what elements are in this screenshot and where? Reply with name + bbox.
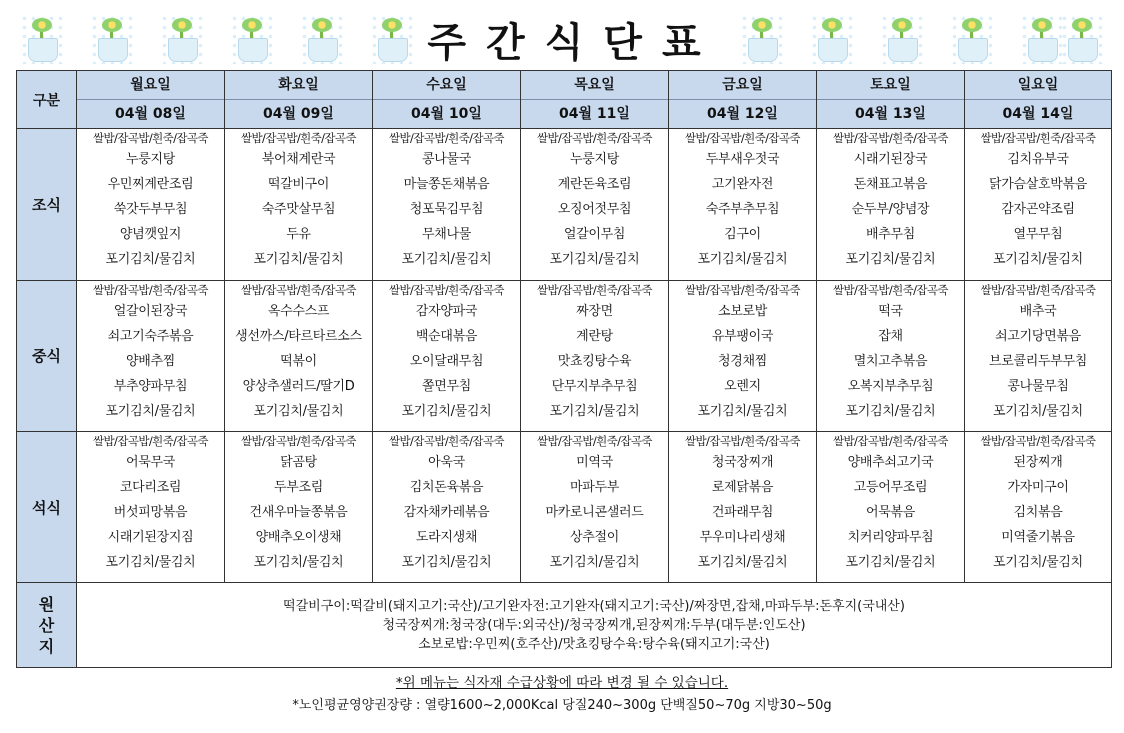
- menu-item: 무우미나리생채: [699, 530, 786, 546]
- day-name: 목요일: [574, 77, 615, 94]
- origin-label-char: 산: [38, 615, 55, 635]
- staple-options: 쌀밥/잡곡밥/흰죽/잡곡죽: [685, 131, 800, 146]
- origin-label: [17, 583, 77, 668]
- change-notice-text: *위 메뉴는 식자재 수급상황에 따라 변경 될 수 있습니다.: [395, 675, 729, 691]
- menu-item: 두부새우젓국: [705, 152, 780, 168]
- menu-item: 콩나물무침: [1007, 378, 1069, 394]
- change-notice: [0, 671, 1124, 691]
- staple-options: 쌀밥/잡곡밥/흰죽/잡곡죽: [980, 434, 1096, 449]
- menu-item: 어묵무국: [125, 455, 176, 471]
- day-name: 일요일: [1017, 77, 1059, 94]
- menu-item: 떡국: [878, 303, 903, 319]
- menu-cell: [817, 129, 965, 280]
- menu-item: 미역줄기볶음: [1001, 530, 1075, 546]
- menu-item: 포기김치/물김치: [697, 252, 788, 268]
- menu-item: 어묵볶음: [865, 505, 916, 521]
- flower-pot-icon: [810, 14, 854, 64]
- meal-label: 중식: [17, 280, 77, 431]
- menu-item: 양배추쇠고기국: [847, 455, 934, 471]
- origin-label-char: 지: [38, 636, 55, 656]
- menu-item: 맛쵸킹탕수육: [557, 353, 632, 369]
- menu-cell: [965, 129, 1112, 280]
- menu-item: 오복지부추무침: [847, 378, 934, 394]
- day-date: 04월 11일: [521, 99, 668, 128]
- day-name: 토요일: [870, 77, 911, 94]
- staple-options: 쌀밥/잡곡밥/흰죽/잡곡죽: [241, 282, 356, 297]
- meal-row: [17, 432, 1112, 583]
- menu-item: 포기김치/물김치: [549, 555, 640, 571]
- flower-pot-icon: [1060, 14, 1104, 64]
- menu-item: 양배추찜: [125, 353, 176, 369]
- menu-item: 버섯피망볶음: [113, 505, 188, 521]
- menu-item: 포기김치/물김치: [253, 403, 344, 419]
- staple-options: 쌀밥/잡곡밥/흰죽/잡곡죽: [389, 282, 504, 297]
- origin-line: 소보로밥:우민찌(호주산)/맛쵸킹탕수육:탕수육(돼지고기:국산): [418, 636, 770, 652]
- menu-item: 포기김치/물김치: [993, 555, 1083, 571]
- menu-item: 콩나물국: [421, 152, 472, 168]
- menu-item: 떡갈비구이: [267, 177, 330, 193]
- menu-item: 오징어젓무침: [557, 202, 632, 218]
- menu-cell: [817, 432, 965, 583]
- menu-cell: [669, 129, 817, 280]
- menu-item: 포기김치/물김치: [253, 555, 344, 571]
- menu-item: 누룽지탕: [125, 152, 176, 168]
- day-header: [817, 71, 965, 129]
- day-header: [965, 71, 1112, 129]
- menu-item: 떡볶이: [280, 353, 317, 369]
- menu-item: 상추절이: [569, 530, 620, 546]
- menu-item: 포기김치/물김치: [105, 403, 196, 419]
- day-name: 수요일: [426, 77, 467, 94]
- menu-item: 누룽지탕: [569, 152, 620, 168]
- menu-cell: [817, 280, 965, 431]
- day-date: 04월 10일: [373, 99, 520, 128]
- day-date: 04월 08일: [77, 99, 224, 128]
- menu-cell: [77, 432, 225, 583]
- menu-item: 숙주맛살무침: [261, 202, 336, 218]
- menu-item: 마카로니콘샐러드: [545, 505, 644, 521]
- day-header: [669, 71, 817, 129]
- menu-cell: [225, 280, 373, 431]
- menu-item: 소보로밥: [717, 303, 768, 319]
- menu-cell: [521, 280, 669, 431]
- menu-item: 백순대볶음: [415, 328, 478, 344]
- staple-options: 쌀밥/잡곡밥/흰죽/잡곡죽: [537, 282, 652, 297]
- staple-options: 쌀밥/잡곡밥/흰죽/잡곡죽: [537, 131, 652, 146]
- menu-item: 김치볶음: [1013, 505, 1063, 521]
- flower-pot-icon: [20, 14, 64, 64]
- menu-item: 부추양파무침: [113, 378, 188, 394]
- menu-item: 시래기된장국: [853, 152, 928, 168]
- flower-pot-icon: [230, 14, 274, 64]
- menu-item: 배추국: [1019, 303, 1057, 319]
- day-date: 04월 09일: [225, 99, 372, 128]
- origin-line: 떡갈비구이:떡갈비(돼지고기:국산)/고기완자전:고기완자(돼지고기:국산)/짜장면,잡채,마파두부:돈후지(국내산): [283, 598, 905, 614]
- menu-item: 얼갈이무침: [563, 227, 626, 243]
- menu-cell: [373, 280, 521, 431]
- menu-item: 단무지부추무침: [551, 378, 638, 394]
- staple-options: 쌀밥/잡곡밥/흰죽/잡곡죽: [389, 434, 504, 449]
- menu-item: 김구이: [724, 227, 761, 243]
- menu-item: 청포묵김무침: [409, 202, 484, 218]
- menu-item: 포기김치/물김치: [401, 252, 492, 268]
- menu-item: 가자미구이: [1007, 480, 1069, 496]
- menu-item: 열무무침: [1013, 227, 1063, 243]
- menu-item: 청국장찌개: [711, 455, 774, 471]
- menu-item: 두부조림: [273, 480, 324, 496]
- menu-cell: [669, 432, 817, 583]
- menu-cell: [373, 129, 521, 280]
- menu-cell: [373, 432, 521, 583]
- menu-item: 감자채카레볶음: [403, 505, 490, 521]
- menu-item: 돈채표고볶음: [853, 177, 928, 193]
- menu-item: 도라지생채: [415, 530, 478, 546]
- day-header: [77, 71, 225, 129]
- day-date: 04월 12일: [669, 99, 816, 128]
- menu-item: 유부팽이국: [711, 328, 774, 344]
- menu-item: 포기김치/물김치: [993, 403, 1083, 419]
- origin-label-char: 원: [38, 594, 55, 614]
- menu-item: 포기김치/물김치: [697, 555, 788, 571]
- menu-item: 청경채찜: [717, 353, 768, 369]
- menu-item: 얼갈이된장국: [113, 303, 188, 319]
- menu-item: 김치유부국: [1007, 152, 1069, 168]
- meal-row: [17, 280, 1112, 431]
- menu-item: 포기김치/물김치: [993, 252, 1083, 268]
- menu-item: 마파두부: [569, 480, 620, 496]
- menu-item: 옥수수스프: [267, 303, 330, 319]
- staple-options: 쌀밥/잡곡밥/흰죽/잡곡죽: [93, 282, 208, 297]
- menu-item: 고기완자전: [711, 177, 774, 193]
- staple-options: 쌀밥/잡곡밥/흰죽/잡곡죽: [833, 131, 948, 146]
- menu-cell: [225, 129, 373, 280]
- menu-item: 닭곰탕: [280, 455, 317, 471]
- menu-item: 포기김치/물김치: [845, 252, 936, 268]
- menu-item: 포기김치/물김치: [549, 403, 640, 419]
- day-header-row: [17, 71, 1112, 129]
- menu-item: 닭가슴살호박볶음: [988, 177, 1088, 193]
- staple-options: 쌀밥/잡곡밥/흰죽/잡곡죽: [833, 282, 948, 297]
- menu-cell: [965, 280, 1112, 431]
- menu-item: 포기김치/물김치: [105, 555, 196, 571]
- menu-item: 양상추샐러드/딸기D: [242, 378, 355, 394]
- origin-info: [77, 583, 1112, 668]
- origin-row: [17, 583, 1112, 668]
- menu-item: 포기김치/물김치: [401, 555, 492, 571]
- title-banner: [14, 6, 1110, 70]
- menu-item: 된장찌개: [1013, 455, 1063, 471]
- menu-item: 짜장면: [576, 303, 613, 319]
- menu-item: 미역국: [576, 455, 613, 471]
- staple-options: 쌀밥/잡곡밥/흰죽/잡곡죽: [685, 282, 800, 297]
- header-label: 구분: [17, 71, 77, 129]
- staple-options: 쌀밥/잡곡밥/흰죽/잡곡죽: [241, 434, 356, 449]
- menu-item: 숙주부추무침: [705, 202, 780, 218]
- day-name: 금요일: [722, 77, 763, 94]
- day-name: 월요일: [130, 77, 171, 94]
- menu-item: 포기김치/물김치: [401, 403, 492, 419]
- day-header: [373, 71, 521, 129]
- menu-item: 브로콜리두부무침: [988, 353, 1088, 369]
- staple-options: 쌀밥/잡곡밥/흰죽/잡곡죽: [241, 131, 356, 146]
- menu-item: 두유: [286, 227, 311, 243]
- menu-item: 건새우마늘쫑볶음: [249, 505, 348, 521]
- menu-item: 쫄면무침: [421, 378, 472, 394]
- day-date: 04월 14일: [965, 99, 1111, 128]
- menu-item: 잡채: [878, 328, 903, 344]
- day-header: [225, 71, 373, 129]
- menu-cell: [965, 432, 1112, 583]
- staple-options: 쌀밥/잡곡밥/흰죽/잡곡죽: [833, 434, 948, 449]
- menu-item: 무채나물: [421, 227, 472, 243]
- menu-item: 김치돈육볶음: [409, 480, 484, 496]
- menu-item: 감자곤약조림: [1001, 202, 1075, 218]
- menu-item: 코다리조림: [119, 480, 182, 496]
- staple-options: 쌀밥/잡곡밥/흰죽/잡곡죽: [537, 434, 652, 449]
- flower-pot-icon: [90, 14, 134, 64]
- flower-pot-icon: [1020, 14, 1064, 64]
- nutrition-notice: *노인평균영양권장량 : 열량1600~2,000Kcal 당질240~300g 단백질50~70g 지방30~50g: [292, 698, 832, 713]
- menu-item: 포기김치/물김치: [697, 403, 788, 419]
- menu-item: 포기김치/물김치: [549, 252, 640, 268]
- flower-pot-icon: [740, 14, 784, 64]
- origin-line: 청국장찌개:청국장(대두:외국산)/청국장찌개,된장찌개:두부(대두분:인도산): [382, 617, 806, 633]
- menu-item: 감자양파국: [415, 303, 478, 319]
- menu-item: 멸치고추볶음: [853, 353, 928, 369]
- flower-pot-icon: [880, 14, 924, 64]
- menu-item: 배추무침: [865, 227, 916, 243]
- menu-item: 생선까스/타르타르소스: [235, 328, 362, 344]
- menu-item: 계란탕: [576, 328, 613, 344]
- staple-options: 쌀밥/잡곡밥/흰죽/잡곡죽: [685, 434, 800, 449]
- menu-item: 포기김치/물김치: [845, 555, 936, 571]
- day-date: 04월 13일: [817, 99, 964, 128]
- menu-cell: [521, 129, 669, 280]
- day-name: 화요일: [278, 77, 319, 94]
- menu-item: 양념깻잎지: [119, 227, 182, 243]
- menu-item: 시래기된장지짐: [107, 530, 194, 546]
- menu-cell: [669, 280, 817, 431]
- menu-item: 고등어무조림: [853, 480, 928, 496]
- staple-options: 쌀밥/잡곡밥/흰죽/잡곡죽: [980, 131, 1096, 146]
- staple-options: 쌀밥/잡곡밥/흰죽/잡곡죽: [389, 131, 504, 146]
- menu-item: 계란돈육조림: [557, 177, 632, 193]
- meal-label: 석식: [17, 432, 77, 583]
- flower-pot-icon: [300, 14, 344, 64]
- flower-pot-icon: [160, 14, 204, 64]
- menu-item: 마늘쫑돈채볶음: [403, 177, 490, 193]
- menu-item: 쇠고기숙주볶음: [107, 328, 194, 344]
- menu-item: 포기김치/물김치: [845, 403, 936, 419]
- menu-item: 포기김치/물김치: [253, 252, 344, 268]
- menu-item: 포기김치/물김치: [105, 252, 196, 268]
- staple-options: 쌀밥/잡곡밥/흰죽/잡곡죽: [93, 434, 208, 449]
- menu-item: 양배추오이생채: [255, 530, 342, 546]
- menu-item: 치커리양파무침: [847, 530, 934, 546]
- menu-item: 로제닭볶음: [711, 480, 774, 496]
- meal-row: [17, 129, 1112, 280]
- menu-item: 북어채계란국: [261, 152, 336, 168]
- menu-cell: [77, 280, 225, 431]
- day-header: [521, 71, 669, 129]
- menu-cell: [225, 432, 373, 583]
- staple-options: 쌀밥/잡곡밥/흰죽/잡곡죽: [93, 131, 208, 146]
- menu-item: 순두부/양념장: [851, 202, 930, 218]
- menu-item: 건파래무침: [711, 505, 774, 521]
- flower-pot-icon: [370, 14, 414, 64]
- menu-item: 오렌지: [724, 378, 761, 394]
- menu-item: 쑥갓두부무침: [113, 202, 188, 218]
- menu-item: 아욱국: [428, 455, 465, 471]
- staple-options: 쌀밥/잡곡밥/흰죽/잡곡죽: [980, 282, 1096, 297]
- menu-cell: [521, 432, 669, 583]
- menu-item: 우민찌계란조림: [107, 177, 194, 193]
- page-title: 주간식단표: [427, 20, 721, 66]
- weekly-menu-table: [16, 70, 1112, 668]
- flower-pot-icon: [950, 14, 994, 64]
- menu-item: 오이달래무침: [409, 353, 484, 369]
- meal-label: 조식: [17, 129, 77, 280]
- menu-cell: [77, 129, 225, 280]
- menu-item: 쇠고기당면볶음: [995, 328, 1081, 344]
